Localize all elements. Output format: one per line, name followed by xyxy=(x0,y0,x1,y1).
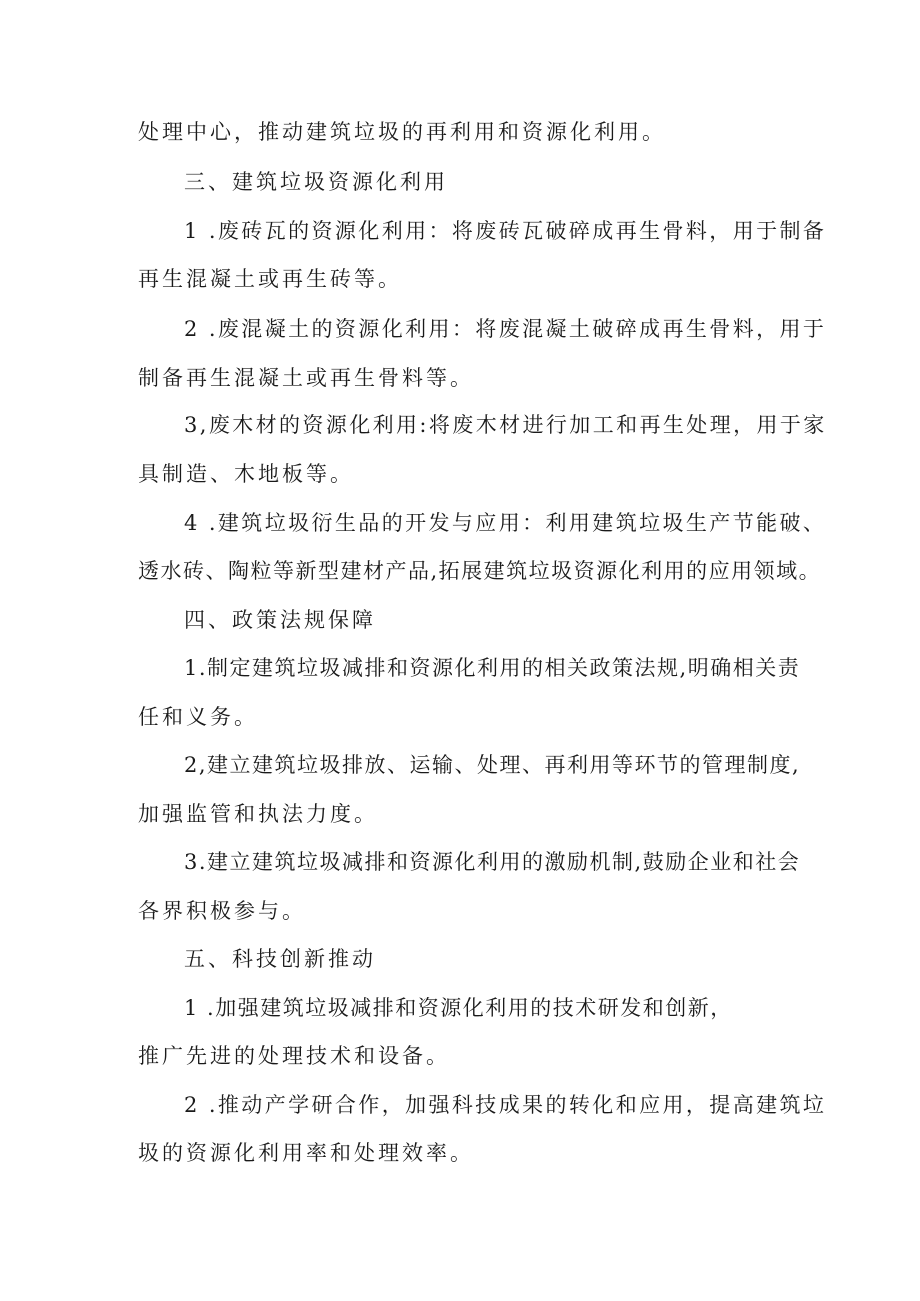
paragraph-line: 各界积极参与。 xyxy=(138,899,306,923)
paragraph-line: 加强监管和执法力度。 xyxy=(138,802,378,826)
paragraph-line: 2,建立建筑垃圾排放、运输、处理、再利用等环节的管理制度, xyxy=(184,753,801,777)
paragraph-line: 推广先进的处理技术和设备。 xyxy=(138,1044,450,1068)
section-heading: 四、政策法规保障 xyxy=(184,608,376,632)
paragraph-line: 再生混凝土或再生砖等。 xyxy=(138,267,402,291)
paragraph-line: 4 .建筑垃圾衍生品的开发与应用：利用建筑垃圾生产节能破、 xyxy=(184,511,827,535)
paragraph-line: 1 .废砖瓦的资源化利用：将废砖瓦破碎成再生骨料，用于制备 xyxy=(184,219,827,243)
section-heading: 三、建筑垃圾资源化利用 xyxy=(184,170,448,194)
paragraph-line: 1 .加强建筑垃圾减排和资源化利用的技术研发和创新， xyxy=(184,996,733,1020)
paragraph-line: 具制造、木地板等。 xyxy=(138,462,354,486)
paragraph-line: 3.建立建筑垃圾减排和资源化利用的激励机制,鼓励企业和社会 xyxy=(184,850,801,874)
paragraph-line: 2 .废混凝土的资源化利用：将废混凝土破碎成再生骨料，用于 xyxy=(184,317,827,341)
paragraph-line: 制备再生混凝土或再生骨料等。 xyxy=(138,366,474,390)
section-heading: 五、科技创新推动 xyxy=(184,947,376,971)
paragraph-line: 3,废木材的资源化利用:将废木材进行加工和再生处理，用于家 xyxy=(184,413,827,437)
paragraph-line: 任和义务。 xyxy=(138,705,258,729)
paragraph-line: 2 .推动产学研合作，加强科技成果的转化和应用，提高建筑垃 xyxy=(184,1093,827,1117)
paragraph-line: 透水砖、陶粒等新型建材产品,拓展建筑垃圾资源化利用的应用领域。 xyxy=(138,559,822,583)
paragraph-line: 处理中心，推动建筑垃圾的再利用和资源化利用。 xyxy=(138,120,666,144)
paragraph-line: 圾的资源化利用率和处理效率。 xyxy=(138,1141,474,1165)
paragraph-line: 1.制定建筑垃圾减排和资源化利用的相关政策法规,明确相关责 xyxy=(184,656,801,680)
